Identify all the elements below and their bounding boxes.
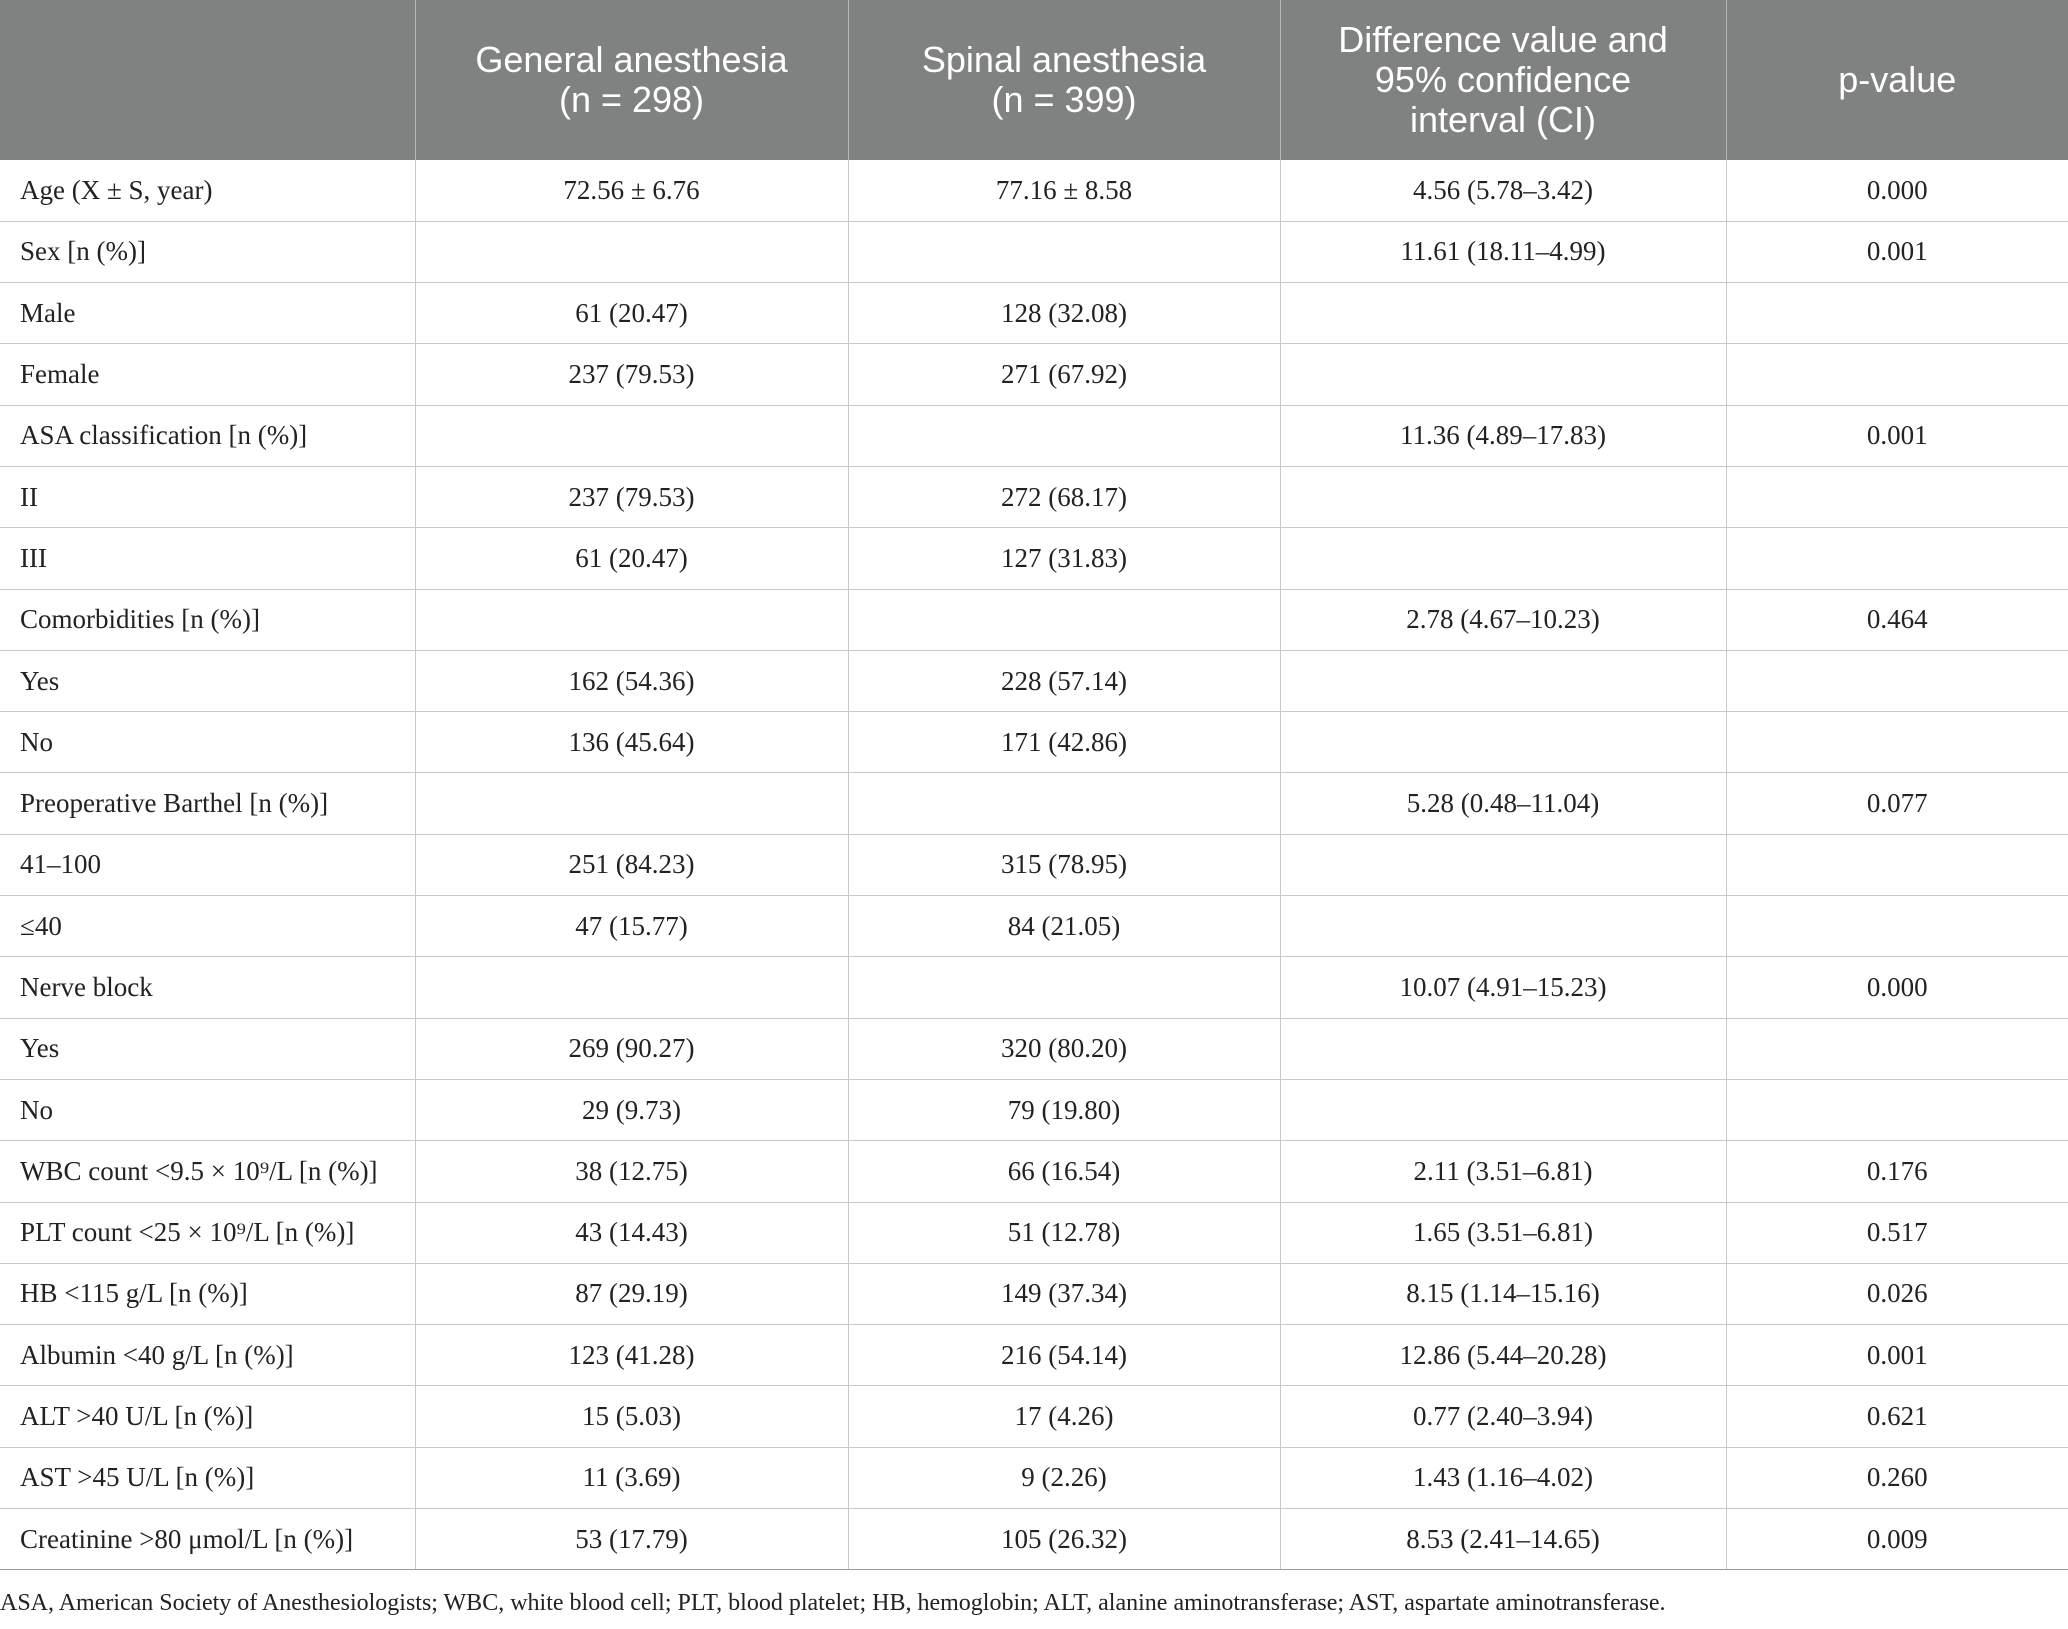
row-label: Albumin <40 g/L [n (%)]: [0, 1325, 415, 1386]
cell-difference-ci: [1280, 466, 1726, 527]
table-row: [0, 773, 2068, 834]
table-row: [0, 1018, 2068, 1079]
cell-difference-ci: [1280, 528, 1726, 589]
cell-spinal-anesthesia: 127 (31.83): [848, 528, 1280, 589]
header-spinal-line1: Spinal anesthesia: [921, 39, 1207, 80]
cell-difference-ci: 2.11 (3.51–6.81): [1280, 1141, 1726, 1202]
table-row: [0, 405, 2068, 466]
cell-p-value: 0.026: [1726, 1263, 2068, 1324]
table-row: [0, 650, 2068, 711]
cell-spinal-anesthesia: 51 (12.78): [848, 1202, 1280, 1263]
row-label: AST >45 U/L [n (%)]: [0, 1447, 415, 1508]
row-label: PLT count <25 × 10⁹/L [n (%)]: [0, 1202, 415, 1263]
cell-spinal-anesthesia: [848, 221, 1280, 282]
cell-p-value: [1726, 528, 2068, 589]
row-label: Creatinine >80 μmol/L [n (%)]: [0, 1509, 415, 1570]
cell-p-value: 0.001: [1726, 405, 2068, 466]
header-diff-line1: Difference value and: [1338, 19, 1668, 60]
cell-general-anesthesia: 136 (45.64): [415, 712, 848, 773]
table-row: [0, 834, 2068, 895]
cell-difference-ci: [1280, 344, 1726, 405]
table-row: [0, 896, 2068, 957]
cell-difference-ci: 5.28 (0.48–11.04): [1280, 773, 1726, 834]
row-label: 41–100: [0, 834, 415, 895]
row-label: Male: [0, 283, 415, 344]
cell-difference-ci: 1.65 (3.51–6.81): [1280, 1202, 1726, 1263]
cell-spinal-anesthesia: 66 (16.54): [848, 1141, 1280, 1202]
header-diff-line3: interval (CI): [1409, 99, 1597, 140]
cell-general-anesthesia: [415, 221, 848, 282]
row-label: Sex [n (%)]: [0, 221, 415, 282]
cell-p-value: [1726, 650, 2068, 711]
header-spinal-anesthesia: [848, 0, 1280, 160]
table-footnote: ASA, American Society of Anesthesiologists; WBC, white blood cell; PLT, blood platelet; HB, hemoglobin; ALT, alanine aminotransferase; AST, aspartate aminotransferase.: [0, 1590, 1666, 1616]
cell-p-value: 0.464: [1726, 589, 2068, 650]
cell-general-anesthesia: 237 (79.53): [415, 466, 848, 527]
table-row: [0, 1079, 2068, 1140]
cell-spinal-anesthesia: [848, 957, 1280, 1018]
table-row: [0, 1325, 2068, 1386]
cell-general-anesthesia: 43 (14.43): [415, 1202, 848, 1263]
cell-difference-ci: [1280, 712, 1726, 773]
table-row: [0, 712, 2068, 773]
cell-difference-ci: 2.78 (4.67–10.23): [1280, 589, 1726, 650]
cell-general-anesthesia: 15 (5.03): [415, 1386, 848, 1447]
row-label: Female: [0, 344, 415, 405]
cell-general-anesthesia: 47 (15.77): [415, 896, 848, 957]
row-label: Nerve block: [0, 957, 415, 1018]
cell-p-value: [1726, 834, 2068, 895]
cell-spinal-anesthesia: [848, 405, 1280, 466]
cell-difference-ci: [1280, 834, 1726, 895]
cell-spinal-anesthesia: 272 (68.17): [848, 466, 1280, 527]
cell-general-anesthesia: 61 (20.47): [415, 528, 848, 589]
cell-p-value: [1726, 283, 2068, 344]
header-general-anesthesia: [415, 0, 848, 160]
table-row: [0, 160, 2068, 221]
cell-p-value: [1726, 344, 2068, 405]
row-label: ASA classification [n (%)]: [0, 405, 415, 466]
cell-p-value: 0.001: [1726, 221, 2068, 282]
cell-difference-ci: [1280, 650, 1726, 711]
cell-p-value: 0.001: [1726, 1325, 2068, 1386]
cell-general-anesthesia: 87 (29.19): [415, 1263, 848, 1324]
cell-p-value: [1726, 1018, 2068, 1079]
cell-p-value: [1726, 896, 2068, 957]
cell-difference-ci: 11.61 (18.11–4.99): [1280, 221, 1726, 282]
cell-p-value: [1726, 712, 2068, 773]
cell-general-anesthesia: 11 (3.69): [415, 1447, 848, 1508]
cell-difference-ci: [1280, 283, 1726, 344]
cell-general-anesthesia: 237 (79.53): [415, 344, 848, 405]
cell-spinal-anesthesia: 149 (37.34): [848, 1263, 1280, 1324]
cell-general-anesthesia: [415, 957, 848, 1018]
table-row: [0, 1263, 2068, 1324]
cell-difference-ci: 4.56 (5.78–3.42): [1280, 160, 1726, 221]
cell-spinal-anesthesia: [848, 589, 1280, 650]
table-row: [0, 283, 2068, 344]
cell-spinal-anesthesia: 77.16 ± 8.58: [848, 160, 1280, 221]
cell-spinal-anesthesia: 84 (21.05): [848, 896, 1280, 957]
cell-general-anesthesia: 53 (17.79): [415, 1509, 848, 1570]
cell-p-value: 0.000: [1726, 957, 2068, 1018]
row-label: No: [0, 712, 415, 773]
cell-general-anesthesia: 123 (41.28): [415, 1325, 848, 1386]
cell-p-value: 0.176: [1726, 1141, 2068, 1202]
header-row: [0, 0, 2068, 160]
table-row: [0, 221, 2068, 282]
header-difference-ci: [1280, 0, 1726, 160]
cell-p-value: [1726, 1079, 2068, 1140]
table-row: [0, 1202, 2068, 1263]
cell-general-anesthesia: [415, 405, 848, 466]
table-row: [0, 1141, 2068, 1202]
cell-p-value: 0.077: [1726, 773, 2068, 834]
cell-p-value: 0.260: [1726, 1447, 2068, 1508]
header-p-value: p-value: [1726, 0, 2068, 160]
cell-spinal-anesthesia: 105 (26.32): [848, 1509, 1280, 1570]
header-empty: [0, 0, 415, 160]
row-label: II: [0, 466, 415, 527]
header-spinal-line2: (n = 399): [991, 79, 1137, 120]
row-label: ALT >40 U/L [n (%)]: [0, 1386, 415, 1447]
cell-spinal-anesthesia: [848, 773, 1280, 834]
cell-general-anesthesia: 162 (54.36): [415, 650, 848, 711]
cell-general-anesthesia: 61 (20.47): [415, 283, 848, 344]
row-label: WBC count <9.5 × 10⁹/L [n (%)]: [0, 1141, 415, 1202]
cell-p-value: 0.621: [1726, 1386, 2068, 1447]
cell-difference-ci: [1280, 896, 1726, 957]
header-diff-line2: 95% confidence: [1374, 59, 1632, 100]
cell-p-value: 0.000: [1726, 160, 2068, 221]
cell-difference-ci: 12.86 (5.44–20.28): [1280, 1325, 1726, 1386]
cell-difference-ci: 10.07 (4.91–15.23): [1280, 957, 1726, 1018]
table-row: [0, 1386, 2068, 1447]
row-label: Yes: [0, 650, 415, 711]
cell-spinal-anesthesia: 17 (4.26): [848, 1386, 1280, 1447]
cell-difference-ci: [1280, 1079, 1726, 1140]
row-label: No: [0, 1079, 415, 1140]
row-label: Yes: [0, 1018, 415, 1079]
cell-spinal-anesthesia: 79 (19.80): [848, 1079, 1280, 1140]
cell-general-anesthesia: 269 (90.27): [415, 1018, 848, 1079]
cell-spinal-anesthesia: 320 (80.20): [848, 1018, 1280, 1079]
row-label: HB <115 g/L [n (%)]: [0, 1263, 415, 1324]
cell-general-anesthesia: 38 (12.75): [415, 1141, 848, 1202]
cell-spinal-anesthesia: 228 (57.14): [848, 650, 1280, 711]
row-label: Comorbidities [n (%)]: [0, 589, 415, 650]
cell-general-anesthesia: 72.56 ± 6.76: [415, 160, 848, 221]
cell-difference-ci: 8.53 (2.41–14.65): [1280, 1509, 1726, 1570]
cell-spinal-anesthesia: 315 (78.95): [848, 834, 1280, 895]
table-row: [0, 589, 2068, 650]
header-general-line1: General anesthesia: [475, 39, 788, 80]
cell-p-value: [1726, 466, 2068, 527]
cell-general-anesthesia: [415, 589, 848, 650]
cell-spinal-anesthesia: 271 (67.92): [848, 344, 1280, 405]
table-row: [0, 466, 2068, 527]
cell-difference-ci: 11.36 (4.89–17.83): [1280, 405, 1726, 466]
row-label: III: [0, 528, 415, 589]
cell-general-anesthesia: 29 (9.73): [415, 1079, 848, 1140]
cell-spinal-anesthesia: 128 (32.08): [848, 283, 1280, 344]
table-row: [0, 1447, 2068, 1508]
table-body: [0, 160, 2068, 1570]
cell-difference-ci: 8.15 (1.14–15.16): [1280, 1263, 1726, 1324]
cell-p-value: 0.517: [1726, 1202, 2068, 1263]
cell-general-anesthesia: [415, 773, 848, 834]
cell-spinal-anesthesia: 9 (2.26): [848, 1447, 1280, 1508]
cell-general-anesthesia: 251 (84.23): [415, 834, 848, 895]
table-row: [0, 344, 2068, 405]
cell-spinal-anesthesia: 171 (42.86): [848, 712, 1280, 773]
cell-difference-ci: 1.43 (1.16–4.02): [1280, 1447, 1726, 1508]
cell-difference-ci: 0.77 (2.40–3.94): [1280, 1386, 1726, 1447]
table-row: [0, 1509, 2068, 1570]
cell-difference-ci: [1280, 1018, 1726, 1079]
row-label: Preoperative Barthel [n (%)]: [0, 773, 415, 834]
header-general-line2: (n = 298): [558, 79, 705, 120]
row-label: ≤40: [0, 896, 415, 957]
table-row: [0, 528, 2068, 589]
table-row: [0, 957, 2068, 1018]
row-label: Age (X ± S, year): [0, 160, 415, 221]
cell-p-value: 0.009: [1726, 1509, 2068, 1570]
cell-spinal-anesthesia: 216 (54.14): [848, 1325, 1280, 1386]
